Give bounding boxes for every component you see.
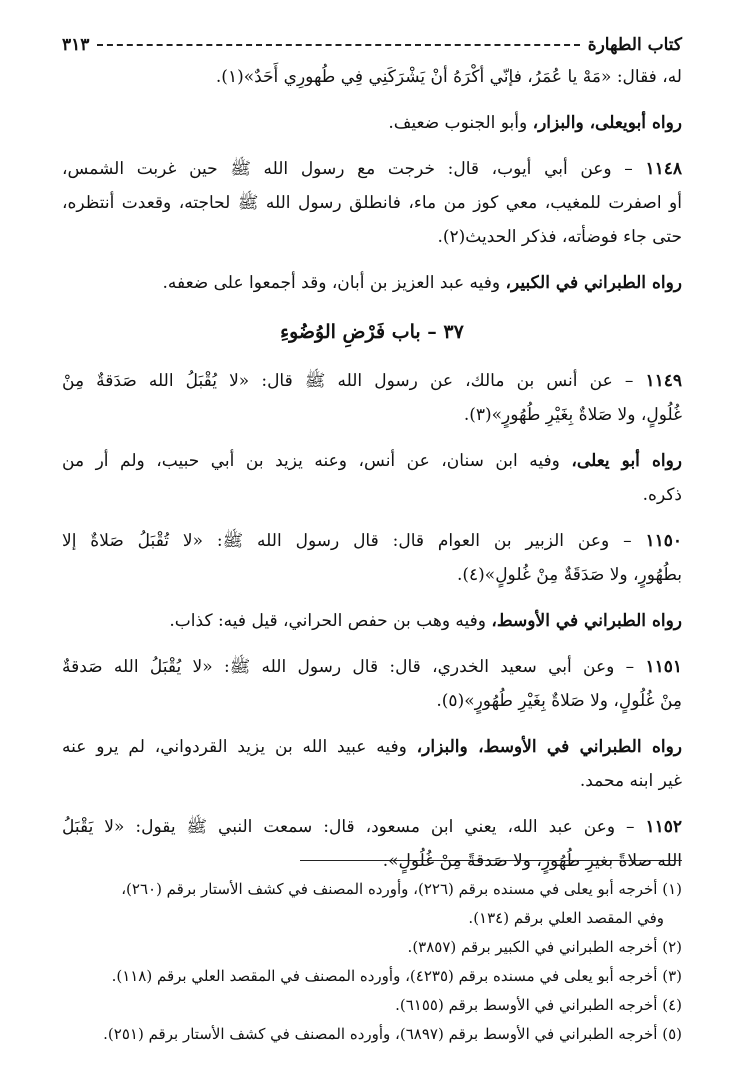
citation-note: وأبو الجنوب ضعيف. <box>388 113 533 133</box>
footnote: (٤) أخرجه الطبراني في الأوسط برقم (٦١٥٥). <box>395 996 682 1014</box>
line-text: غير ابنه محمد. <box>579 771 682 791</box>
text-line <box>62 650 682 684</box>
section-title: كتاب الطهارة <box>587 35 682 55</box>
text-line <box>62 266 682 300</box>
citation-note: وفيه وهب بن حفص الحراني، قيل فيه: كذاب. <box>169 611 492 631</box>
text-line <box>62 844 682 878</box>
text-line <box>62 220 682 254</box>
line-text: – وعن أبي سعيد الخدري، قال: قال رسول الله ﷺ: «لا يُقْبَلُ الله صَدقةٌ <box>62 657 646 677</box>
line-text: حتى جاء فوضأته، فذكر الحديث(٢). <box>437 227 682 247</box>
source-citation: رواه أبويعلى، والبزار، <box>532 113 682 133</box>
line-text: له، فقال: «مَهْ يا عُمَرُ، فإنّي أكْرَهُ أنْ يَشْرَكَنِي فِي طُهورِي أَحَدٌ»(١). <box>215 67 682 87</box>
line-text: أو اصفرت للمغيب، معي كوز من ماء، فانطلق رسول الله ﷺ لحاجته، وقعدت أنتظره، <box>62 193 682 213</box>
paragraph-gap <box>62 592 682 604</box>
citation-note: وفيه ابن سنان، عن أنس، وعنه يزيد بن أبي حبيب، ولم أر من <box>62 451 572 471</box>
text-line <box>62 60 682 94</box>
chapter-heading: ٣٧ – باب فَرْضِ الوُضُوءِ <box>280 321 464 343</box>
text-line <box>62 478 682 512</box>
text-line <box>62 152 682 186</box>
paragraph-gap <box>62 254 682 266</box>
hadith-number: ١١٥١ <box>645 657 682 677</box>
footnote: (٣) أخرجه أبو يعلى في مسنده برقم (٤٢٣٥)، وأورده المصنف في المقصد العلي برقم (١١٨). <box>111 967 682 985</box>
paragraph-gap <box>62 432 682 444</box>
header-divider <box>97 44 579 46</box>
line-text: ذكره. <box>642 485 682 505</box>
line-text: بطُهُورٍ، ولا صَدَقَةٌ مِنْ غُلولٍ»(٤). <box>456 565 682 585</box>
paragraph-gap <box>62 352 682 364</box>
hadith-number: ١١٤٩ <box>645 371 682 391</box>
text-line <box>62 810 682 844</box>
text-line <box>62 558 682 592</box>
page-number: ٣١٣ <box>62 35 90 55</box>
source-citation: رواه أبو يعلى، <box>571 451 682 471</box>
paragraph-gap <box>62 300 682 312</box>
running-header <box>62 30 682 60</box>
footnotes <box>62 875 682 1049</box>
line-text: – عن أنس بن مالك، عن رسول الله ﷺ قال: «لا يُقْبَلُ الله صَدَقةٌ مِنْ <box>62 371 646 391</box>
line-text: – وعن عبد الله، يعني ابن مسعود، قال: سمعت النبي ﷺ يقول: «لا يَقْبَلُ <box>62 817 646 837</box>
line-text: – وعن الزبير بن العوام قال: قال رسول الله ﷺ: «لا تُقْبَلُ صَلاةٌ إلا <box>62 531 646 551</box>
text-line <box>62 186 682 220</box>
paragraph-gap <box>62 638 682 650</box>
footnote: (٢) أخرجه الطبراني في الكبير برقم (٣٨٥٧). <box>407 938 682 956</box>
footnote: وفي المقصد العلي برقم (١٣٤). <box>468 909 664 927</box>
source-citation: رواه الطبراني في الكبير، <box>505 273 682 293</box>
paragraph-gap <box>62 512 682 524</box>
hadith-number: ١١٥٢ <box>645 817 682 837</box>
citation-note: وفيه عبد العزيز بن أبان، وقد أجمعوا على ضعفه. <box>162 273 506 293</box>
text-line <box>62 524 682 558</box>
paragraph-gap <box>62 718 682 730</box>
hadith-number: ١١٥٠ <box>645 531 682 551</box>
hadith-number: ١١٤٨ <box>645 159 682 179</box>
footnote: (١) أخرجه أبو يعلى في مسنده برقم (٢٢٦)، وأورده المصنف في كشف الأستار برقم (٢٦٠)، <box>121 880 682 898</box>
paragraph-gap <box>62 140 682 152</box>
line-text: الله صلاةً بغيرِ طُهُورٍ، ولا صَدقةً مِنْ غُلُولٍ». <box>382 851 682 871</box>
line-text: مِنْ غُلُولٍ، ولا صَلاةٌ بِغَيْرِ طُهُورٍ»(٥). <box>436 691 682 711</box>
source-citation: رواه الطبراني في الأوسط، والبزار، <box>416 737 682 757</box>
line-text: – وعن أبي أيوب، قال: خرجت مع رسول الله ﷺ حين غربت الشمس، <box>62 159 646 179</box>
paragraph-gap <box>62 94 682 106</box>
source-citation: رواه الطبراني في الأوسط، <box>491 611 682 631</box>
page-text <box>62 30 682 878</box>
line-text: غُلُولٍ، ولا صَلاةٌ بِغَيْرِ طُهُورٍ»(٣). <box>463 405 682 425</box>
paragraph-gap <box>62 798 682 810</box>
text-line <box>62 444 682 478</box>
text-line <box>62 106 682 140</box>
text-line <box>62 604 682 638</box>
footnote-rule <box>300 860 682 861</box>
text-line <box>62 364 682 398</box>
citation-note: وفيه عبيد الله بن يزيد القردواني، لم يرو عنه <box>62 737 417 757</box>
text-line <box>62 684 682 718</box>
text-line <box>62 398 682 432</box>
footnote: (٥) أخرجه الطبراني في الأوسط برقم (٦٨٩٧)، وأورده المصنف في كشف الأستار برقم (٢٥١). <box>103 1025 682 1043</box>
body-text <box>62 60 682 878</box>
text-line <box>62 730 682 764</box>
text-line <box>62 764 682 798</box>
